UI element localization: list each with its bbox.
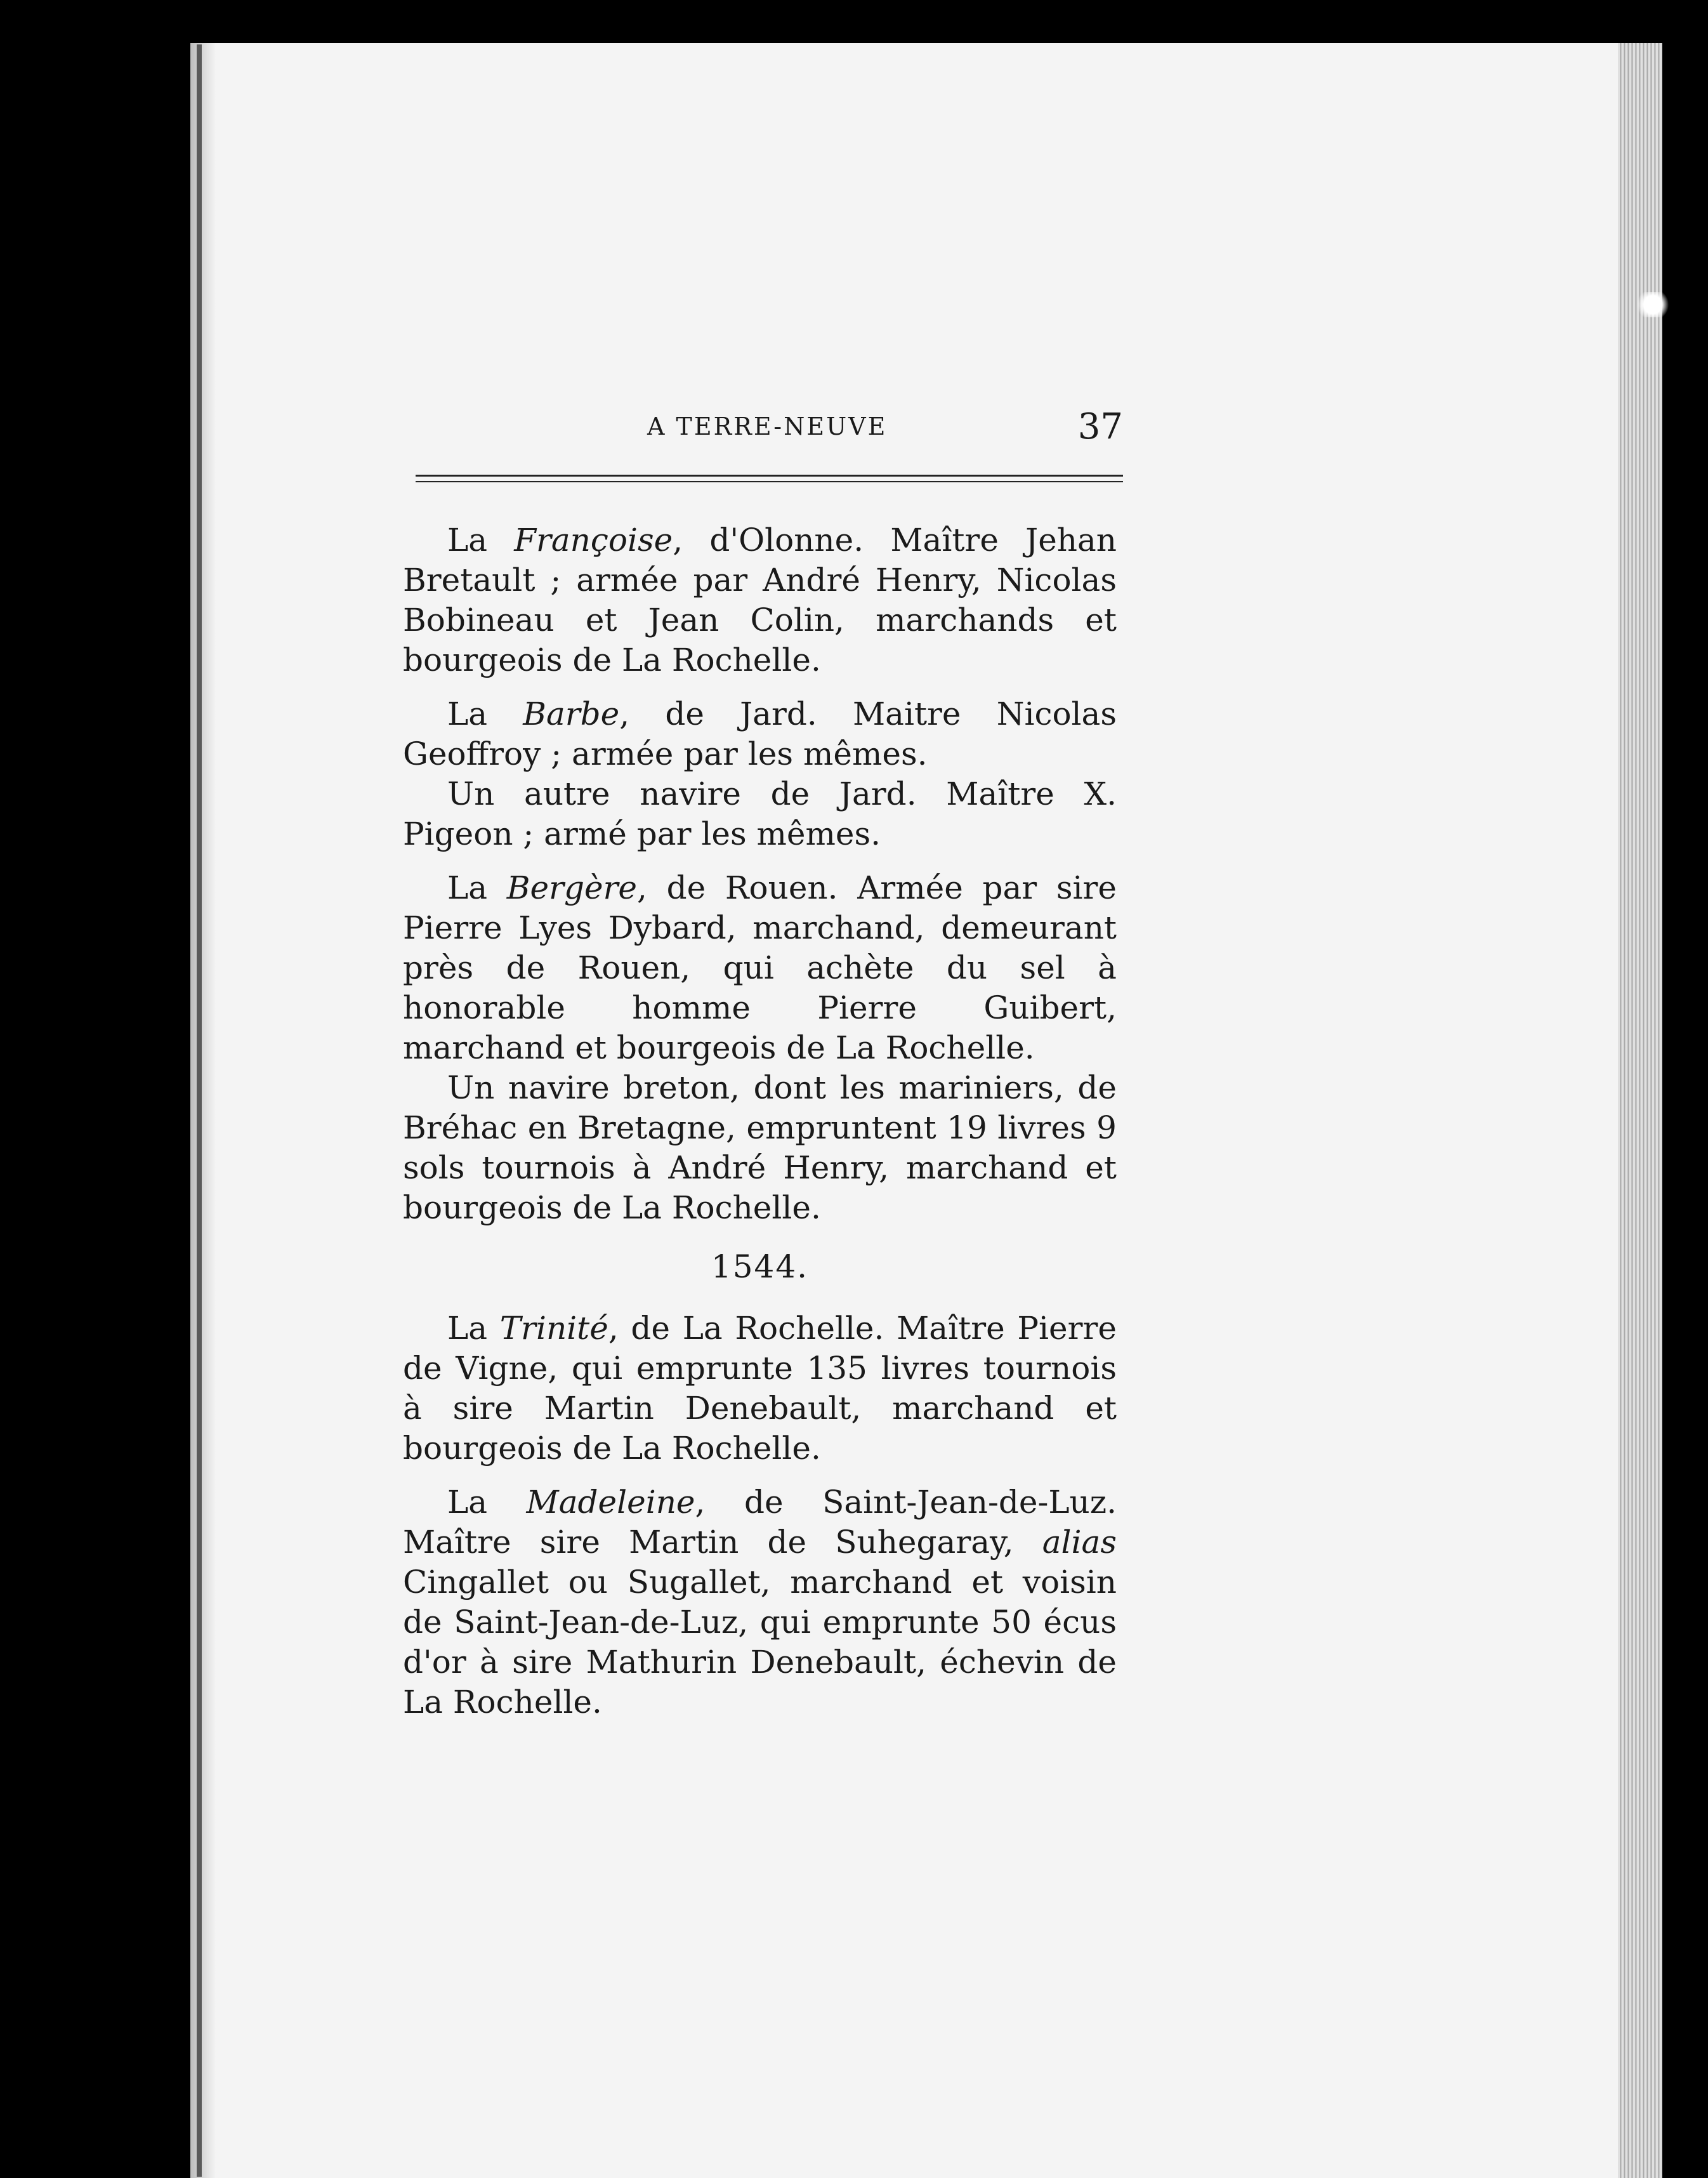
ship-name: Françoise [514,522,673,558]
paragraph-text: Cingallet ou Sugallet, marchand et voisin de Saint-Jean-de-Luz, qui emprunte 50 écus d'or à sire Mathurin Denebault, échevin de La Rochelle. [403,1564,1117,1720]
page-number: 37 [1077,406,1123,447]
paragraph-text: Un navire breton, dont les mariniers, de Bréhac en Bretagne, empruntent 19 livres 9 sols tournois à André Henry, marchand et bourgeois de La Rochelle. [403,1069,1117,1226]
page-stack-edge [1618,43,1662,2178]
running-title: A TERRE-NEUVE [647,412,888,440]
gutter-shadow [190,43,216,2178]
paragraph-madeleine [403,1482,1117,1722]
paragraph-text: , de Jard. Maitre Nicolas Geoffroy ; armée par les mêmes. [403,696,1117,772]
paragraph-text: , d'Olonne. Maître Jehan Bretault ; armée par André Henry, Nicolas Bobineau et Jean Colin, marchands et bourgeois de La Rochelle. [403,522,1117,678]
paragraph-text: , de La Rochelle. Maître Pierre de Vigne, qui emprunte 135 livres tournois à sire Martin Denebault, marchand et bourgeois de La Rochelle. [403,1310,1117,1467]
year-heading: 1544. [711,1248,809,1285]
paragraph-barbe [403,694,1117,774]
paragraph-text: La [447,869,507,906]
paragraph-trinite [403,1309,1117,1468]
header-rule-bottom [416,481,1123,482]
paragraph-text: La [447,1310,500,1347]
ship-name: Madeleine [526,1484,695,1521]
header-rule-top [416,475,1123,477]
paragraph-text: Un autre navire de Jard. Maître X. Pigeon ; armé par les mêmes. [403,776,1117,852]
paragraph-bergere [403,868,1117,1068]
alias-word: alias [1042,1524,1117,1561]
ship-name: Trinité [499,1310,608,1347]
paragraph-autre-navire [403,774,1117,854]
ship-name: Barbe [523,696,620,732]
paragraph-navire-breton [403,1068,1117,1228]
paragraph-text: La [447,1484,527,1521]
paragraph-text: La [447,696,523,732]
ship-name: Bergère [506,869,638,906]
paper-tear-mark [1634,292,1672,317]
paragraph-text: , de Rouen. Armée par sire Pierre Lyes Dybard, marchand, demeurant près de Rouen, qui achète du sel à honorable homme Pierre Guibert, marchand et bourgeois de La Rochelle. [403,869,1117,1066]
paragraph-text: La [447,522,515,558]
binding-edge [197,44,202,2177]
body-text [403,520,1117,1722]
paragraph-francoise [403,520,1117,680]
paragraph-text: , de Saint-Jean-de-Luz. Maître sire Martin de Suhegaray, [403,1484,1117,1561]
running-header [406,406,1123,470]
